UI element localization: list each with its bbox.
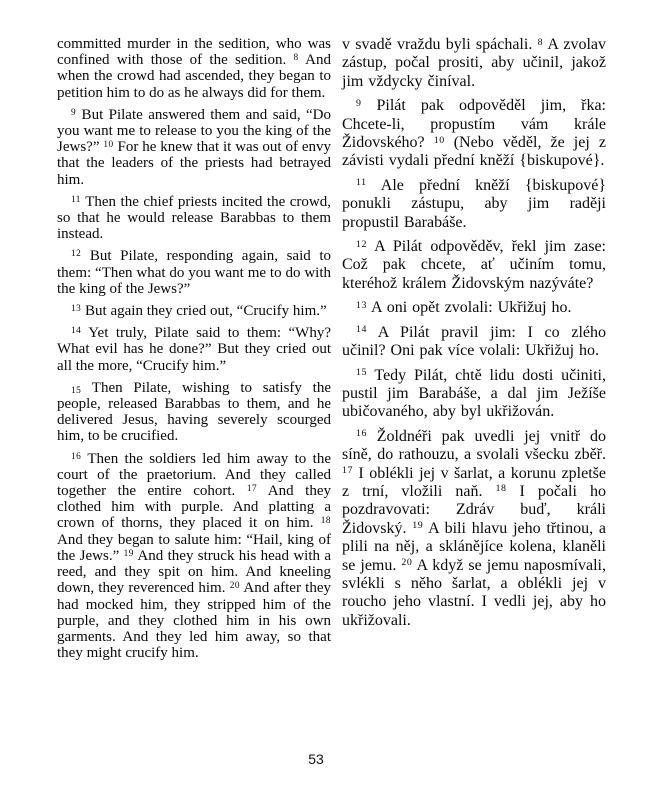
verse-number: 16: [356, 428, 367, 440]
verse-number: 10: [103, 140, 114, 151]
verse-number: 20: [229, 581, 240, 592]
column-english: [57, 36, 331, 667]
verse-number: 13: [71, 303, 82, 314]
verse-number: 12: [356, 238, 367, 250]
verse-number: 12: [71, 249, 82, 260]
paragraph: v svadě vraždu byli spáchali. $^8$ A zvolav zástup, počal prositi, aby učinil, jakož jim vždycky činíval.: [342, 36, 607, 90]
paragraph: $^{11}$ Ale přední kněží {biskupové} ponukli zástupu, aby jim raději propustil Barabáše.: [342, 176, 606, 231]
paragraph: $^{16}$ Then the soldiers led him away to the court of the praetorium. And they called together the entire cohort. $^{17}$ And they clothed him with purple. And platting a crown of thorns, they placed it on him. $^{18}$ And they began to salute him: “Hail, king of the Jews.” $^{19}$ And they struck his head with a reed, and they spit on him. And kneeling down, they reverenced him. $^{20}$ And after they had mocked him, they stripped him of the purple, and they clothed him in his own garments. And they led him away, so that they might crucify him.: [57, 450, 331, 662]
verse-number: 15: [356, 367, 367, 379]
paragraph: $^{13}$ But again they cried out, “Crucify him.”: [71, 303, 327, 320]
verse-number: 8: [293, 53, 299, 64]
paragraph: committed murder in the sedition, who was confined with those of the sedition. $^8$ And when the crowd had ascended, they began to petition him to do as he always did for them.: [57, 36, 331, 101]
verse-number: 15: [71, 385, 82, 396]
paragraph: $^{15}$ Tedy Pilát, chtě lidu dosti učiniti, pustil jim Barabáše, a dal jim Ježíše ubičovaného, aby byl ukřižován.: [342, 366, 606, 421]
paragraph: $^{12}$ A Pilát odpověděv, řekl jim zase: Což pak chcete, ať učiním tomu, kteréhož králem Židovským nazýváte?: [342, 238, 606, 292]
verse-number: 8: [537, 36, 544, 48]
verse-number: 14: [71, 326, 82, 337]
paragraph: $^9$ Pilát pak odpověděl jim, řka: Chcete-li, propustím vám krále Židovského? $^{10}$ (Nebo věděl, že jej z závisti vydali přední kněží {biskupové}.: [342, 97, 606, 170]
verse-number: 16: [71, 451, 82, 462]
verse-number: 17: [246, 483, 258, 494]
paragraph: $^{12}$ But Pilate, responding again, said to them: “Then what do you want me to do with the king of the Jews?”: [57, 248, 331, 297]
paragraph: $^9$ But Pilate answered them and said, “Do you want me to release to you the king of the Jews?” $^{10}$ For he knew that it was out of envy that the leaders of the priests had betrayed him.: [57, 106, 331, 188]
verse-number: 13: [356, 299, 367, 311]
verse-number: 18: [495, 483, 507, 495]
verse-number: 10: [433, 134, 445, 146]
verse-number: 9: [71, 107, 77, 118]
verse-number: 9: [356, 97, 362, 109]
verse-number: 20: [401, 557, 413, 569]
verse-number: 19: [412, 520, 424, 532]
text-columns: [57, 36, 606, 667]
paragraph: $^{16}$ Žoldnéři pak uvedli jej vnitř do síně, do rathouzu, a svolali všecku zběř. $^{17}$ I oblékli jej v šarlat, a korunu zpletše z trní, vložili naň. $^{18}$ I počali ho pozdravovati: Zdráv buď, králi Židovský. $^{19}$ A bili hlavu jeho třtinou, a plili na něj, a sklánějíce kolena, klaněli se jemu. $^{20}$ A když se jemu naposmívali, svlékli s něho šarlat, a oblékli jej v roucho jeho vlastní. I vedli jej, aby ho ukřižovali.: [342, 427, 607, 629]
page-number: 53: [308, 751, 324, 767]
paragraph: $^{14}$ Yet truly, Pilate said to them: “Why? What evil has he done?” But they cried out all the more, “Crucify him.”: [57, 325, 331, 374]
paragraph: $^{14}$ A Pilát pravil jim: I co zlého učinil? Oni pak více volali: Ukřižuj ho.: [342, 323, 606, 360]
verse-number: 14: [356, 324, 367, 336]
verse-number: 18: [320, 516, 331, 527]
verse-number: 11: [356, 177, 367, 189]
paragraph: 15 Then Pilate, wishing to satisfy the people, released Barabbas to them, and he delivered Jesus, having severely scourged him, to be crucified.: [57, 379, 331, 445]
column-czech: [342, 36, 606, 667]
verse-number: 19: [123, 548, 134, 559]
paragraph: $^{11}$ Then the chief priests incited the crowd, so that he would release Barabbas to them instead.: [57, 193, 331, 243]
verse-number: 11: [71, 194, 81, 205]
paragraph: $^{13}$ A oni opět zvolali: Ukřižuj ho.: [356, 299, 572, 317]
verse-number: 17: [342, 465, 353, 477]
